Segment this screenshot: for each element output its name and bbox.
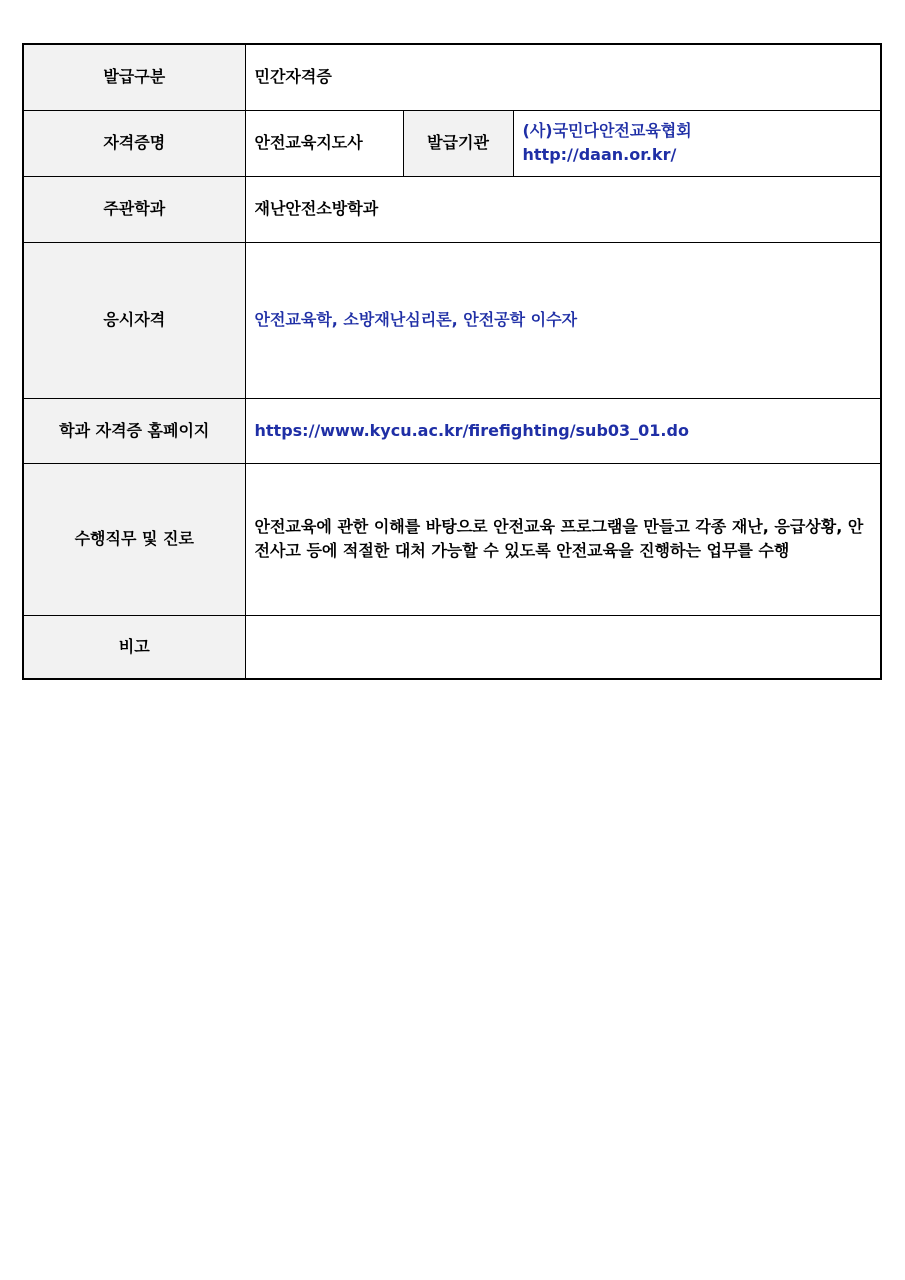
row-department (23, 176, 881, 242)
duties-value: 안전교육에 관한 이해를 바탕으로 안전교육 프로그램을 만들고 각종 재난, 응급상황, 안전사고 등에 적절한 대처 가능할 수 있도록 안전교육을 진행하는 업무를 수행 (245, 463, 881, 615)
department-value: 재난안전소방학과 (245, 176, 881, 242)
row-duties (23, 463, 881, 615)
remarks-label: 비고 (23, 615, 245, 679)
department-label: 주관학과 (23, 176, 245, 242)
row-homepage (23, 398, 881, 463)
row-cert-name (23, 110, 881, 176)
issuer-label: 발급기관 (403, 110, 513, 176)
row-issue-type (23, 44, 881, 110)
cert-name-value: 안전교육지도사 (245, 110, 403, 176)
remarks-value (245, 615, 881, 679)
cert-name-label: 자격증명 (23, 110, 245, 176)
duties-label: 수행직무 및 진로 (23, 463, 245, 615)
homepage-label: 학과 자격증 홈페이지 (23, 398, 245, 463)
issuer-url-link[interactable]: http://daan.or.kr/ (522, 145, 677, 164)
certificate-info-table (22, 43, 882, 680)
eligibility-label: 응시자격 (23, 242, 245, 398)
issue-type-label: 발급구분 (23, 44, 245, 110)
issuer-cell (513, 110, 881, 176)
eligibility-value: 안전교육학, 소방재난심리론, 안전공학 이수자 (245, 242, 881, 398)
row-remarks (23, 615, 881, 679)
issue-type-value: 민간자격증 (245, 44, 881, 110)
homepage-link[interactable]: https://www.kycu.ac.kr/firefighting/sub03_01.do (245, 398, 881, 463)
row-eligibility (23, 242, 881, 398)
issuer-name: (사)국민다안전교육협회 (522, 121, 692, 140)
